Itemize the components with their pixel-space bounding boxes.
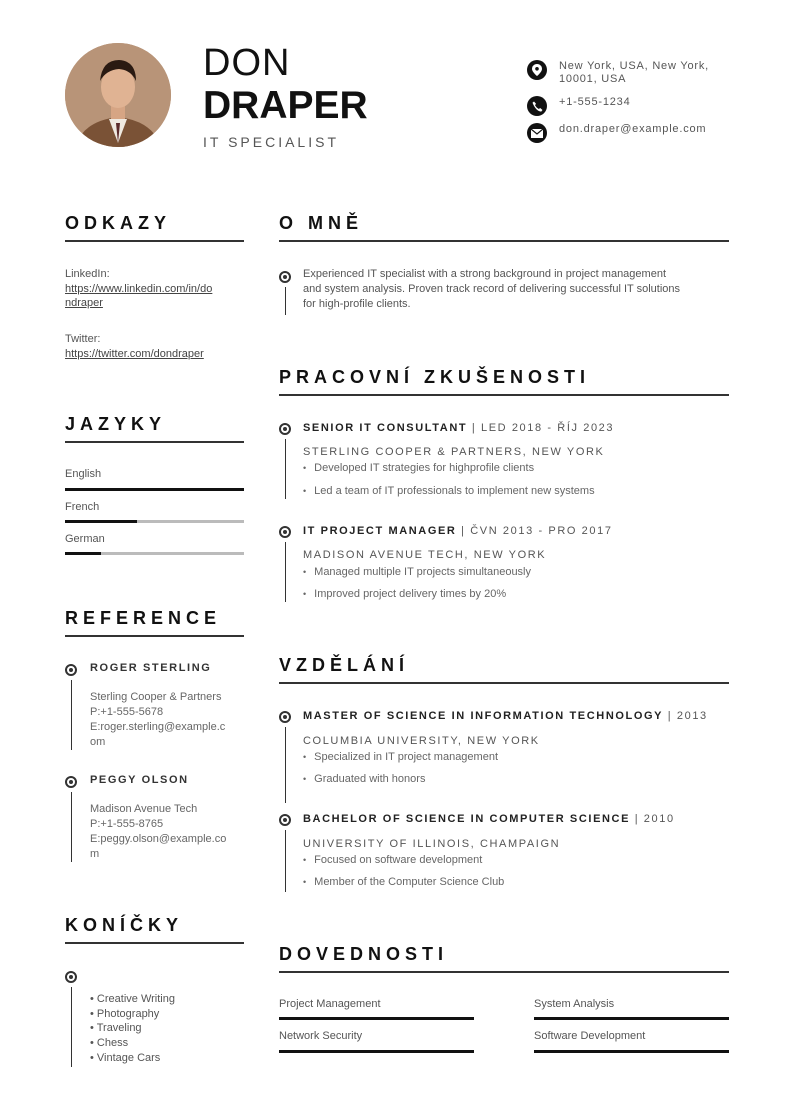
- timeline-dot: [279, 423, 291, 435]
- language-name: German: [65, 533, 105, 545]
- timeline-dot: [65, 776, 77, 788]
- reference-phone: P:+1-555-5678: [90, 706, 164, 718]
- education-year: | 2013: [667, 710, 708, 722]
- contact-address: [527, 60, 737, 86]
- reference-name: PEGGY OLSON: [90, 774, 189, 786]
- language-level-fill: [65, 552, 101, 555]
- language-level-fill: [65, 488, 244, 491]
- education-bullet: • Graduated with honors: [303, 773, 425, 785]
- contact-email: [527, 123, 737, 143]
- contact-phone: [527, 96, 737, 116]
- twitter-label: Twitter:: [65, 333, 101, 345]
- address-line-2: 10001, USA: [559, 73, 627, 85]
- skill-bar: [279, 1017, 474, 1020]
- phone-icon: [527, 96, 547, 116]
- email-address[interactable]: don.draper@example.com: [559, 123, 707, 135]
- job-bullet: • Managed multiple IT projects simultaneously: [303, 566, 531, 578]
- timeline-dot: [279, 271, 291, 283]
- timeline-line: [285, 727, 286, 803]
- job-heading: [303, 422, 614, 434]
- address-line-1: New York, USA, New York,: [559, 60, 710, 72]
- education-heading: VZDĚLÁNÍ: [279, 655, 729, 684]
- about-text: [303, 267, 733, 312]
- education-bullet: • Specialized in IT project management: [303, 751, 498, 763]
- timeline-dot: [279, 814, 291, 826]
- job-role: SENIOR IT CONSULTANT: [303, 422, 468, 434]
- job-bullet: • Improved project delivery times by 20%: [303, 588, 506, 600]
- reference-email-cont: om: [90, 736, 106, 748]
- job-bullet: • Developed IT strategies for highprofile clients: [303, 462, 534, 474]
- timeline-line: [285, 830, 286, 892]
- timeline-dot: [65, 664, 77, 676]
- location-pin-icon: [527, 60, 547, 80]
- about-line: for high-profile clients.: [303, 298, 411, 310]
- job-role: IT PROJECT MANAGER: [303, 525, 457, 537]
- linkedin-link-line-2[interactable]: ndraper: [65, 297, 103, 309]
- about-line: Experienced IT specialist with a strong background in project management: [303, 268, 666, 280]
- degree: BACHELOR OF SCIENCE IN COMPUTER SCIENCE: [303, 813, 631, 825]
- job-dates: | ČVN 2013 - PRO 2017: [461, 525, 613, 537]
- education-org: UNIVERSITY OF ILLINOIS, CHAMPAIGN: [303, 838, 561, 850]
- reference-email: E:roger.sterling@example.c: [90, 721, 226, 733]
- hobby-item: • Photography: [90, 1008, 159, 1020]
- hobbies-heading: KONÍČKY: [65, 915, 244, 944]
- reference-email-cont: m: [90, 848, 100, 860]
- timeline-line: [285, 542, 286, 602]
- education-heading-line: [303, 813, 675, 825]
- skill-bar: [534, 1017, 729, 1020]
- timeline-line: [71, 987, 72, 1067]
- references-heading: REFERENCE: [65, 608, 244, 637]
- language-level-fill: [65, 520, 137, 523]
- about-heading: O MNĚ: [279, 213, 729, 242]
- language-name: English: [65, 468, 102, 480]
- timeline-dot: [279, 526, 291, 538]
- profile-photo: [65, 43, 171, 147]
- education-heading-line: [303, 710, 708, 722]
- hobby-item: • Chess: [90, 1037, 128, 1049]
- about-line: and system analysis. Proven track record of delivering successful IT solutions: [303, 283, 681, 295]
- job-title: IT SPECIALIST: [203, 134, 339, 150]
- phone-number[interactable]: +1-555-1234: [559, 96, 631, 108]
- reference-company: Sterling Cooper & Partners: [90, 691, 222, 703]
- timeline-dot: [65, 971, 77, 983]
- hobby-item: • Traveling: [90, 1022, 142, 1034]
- reference-company: Madison Avenue Tech: [90, 803, 198, 815]
- linkedin-label: LinkedIn:: [65, 268, 110, 280]
- skill-name: Software Development: [534, 1030, 646, 1042]
- education-year: | 2010: [634, 813, 675, 825]
- timeline-dot: [279, 711, 291, 723]
- twitter-link[interactable]: https://twitter.com/dondraper: [65, 348, 204, 360]
- language-level-bar: [65, 520, 244, 523]
- language-name: French: [65, 501, 100, 513]
- language-level-bar: [65, 488, 244, 491]
- timeline-line: [71, 792, 72, 862]
- skill-name: Network Security: [279, 1030, 363, 1042]
- skill-bar: [534, 1050, 729, 1053]
- job-heading: [303, 525, 613, 537]
- education-bullet: • Focused on software development: [303, 854, 482, 866]
- job-org: MADISON AVENUE TECH, NEW YORK: [303, 549, 547, 561]
- job-org: STERLING COOPER & PARTNERS, NEW YORK: [303, 446, 605, 458]
- reference-email: E:peggy.olson@example.co: [90, 833, 227, 845]
- linkedin-link-line-1[interactable]: https://www.linkedin.com/in/do: [65, 283, 213, 295]
- skill-bar: [279, 1050, 474, 1053]
- job-dates: | LED 2018 - ŘÍJ 2023: [471, 422, 615, 434]
- experience-heading: PRACOVNÍ ZKUŠENOSTI: [279, 367, 729, 396]
- job-bullet: • Led a team of IT professionals to implement new systems: [303, 485, 595, 497]
- skill-name: Project Management: [279, 998, 381, 1010]
- languages-heading: JAZYKY: [65, 414, 244, 443]
- timeline-line: [71, 680, 72, 750]
- links-heading: ODKAZY: [65, 213, 244, 242]
- timeline-line: [285, 287, 286, 315]
- hobby-item: • Creative Writing: [90, 993, 175, 1005]
- reference-name: ROGER STERLING: [90, 662, 212, 674]
- first-name: DON: [203, 42, 291, 84]
- reference-phone: P:+1-555-8765: [90, 818, 164, 830]
- envelope-icon: [527, 123, 547, 143]
- last-name: DRAPER: [203, 84, 368, 127]
- education-org: COLUMBIA UNIVERSITY, NEW YORK: [303, 735, 540, 747]
- language-level-bar: [65, 552, 244, 555]
- skill-name: System Analysis: [534, 998, 615, 1010]
- hobby-item: • Vintage Cars: [90, 1052, 160, 1064]
- skills-heading: DOVEDNOSTI: [279, 944, 729, 973]
- timeline-line: [285, 439, 286, 499]
- education-bullet: • Member of the Computer Science Club: [303, 876, 504, 888]
- degree: MASTER OF SCIENCE IN INFORMATION TECHNOLOGY: [303, 710, 664, 722]
